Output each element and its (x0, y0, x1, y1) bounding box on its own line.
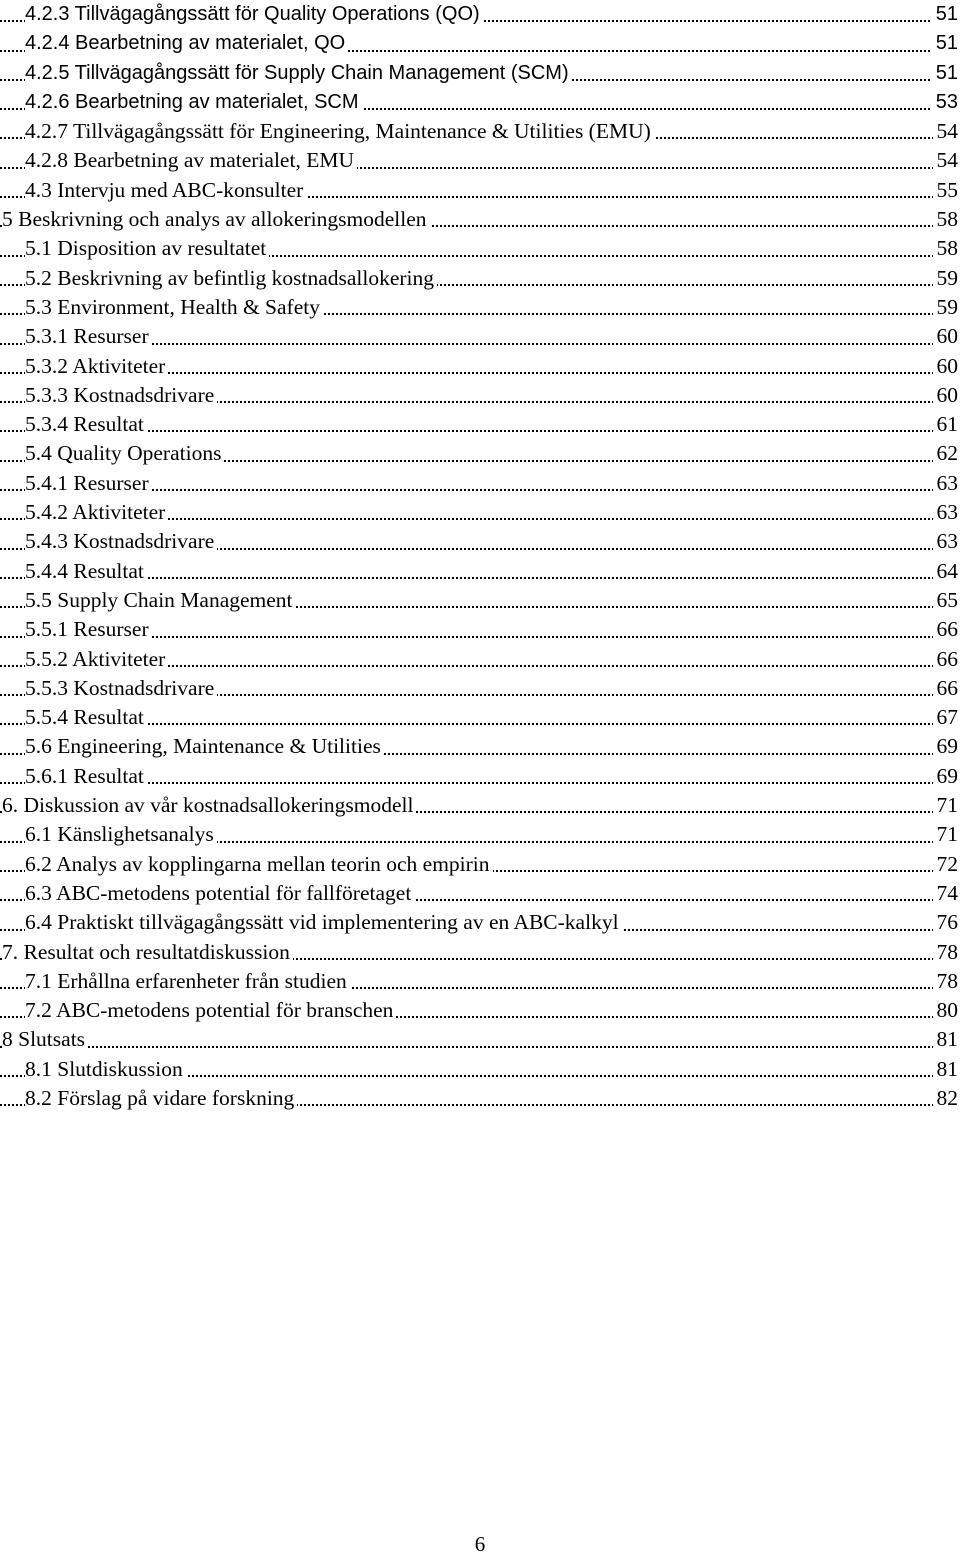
toc-entry-page: 53 (932, 88, 958, 117)
toc-entry[interactable] (0, 146, 958, 175)
toc-entry-label: 5.3.2 Aktiviteter (25, 354, 168, 378)
toc-entry-label: 7. Resultat och resultatdiskussion (2, 940, 293, 964)
toc-entry-label: 7.1 Erhållna erfarenheter från studien (25, 969, 350, 993)
toc-entry-page: 51 (932, 0, 958, 29)
toc-entry-label: 5.4.4 Resultat (25, 559, 147, 583)
toc-entry-page: 59 (933, 293, 959, 322)
toc-entry-page: 61 (933, 410, 959, 439)
toc-entry[interactable] (0, 352, 958, 381)
toc-entry[interactable] (0, 615, 958, 644)
toc-entry-label: 4.3 Intervju med ABC-konsulter (25, 178, 306, 202)
toc-entry[interactable] (0, 527, 958, 556)
toc-entry-page: 55 (933, 176, 959, 205)
toc-entry-label: 5.4.2 Aktiviteter (25, 500, 168, 524)
toc-entry-page: 51 (932, 59, 958, 88)
toc-entry-page: 80 (933, 996, 959, 1025)
toc-entry-label: 5.6.1 Resultat (25, 764, 147, 788)
toc-entry-page: 78 (933, 967, 959, 996)
toc-entry-label: 5.3 Environment, Health & Safety (25, 295, 323, 319)
toc-entry[interactable] (0, 586, 958, 615)
toc-entry-page: 69 (933, 732, 959, 761)
toc-entry-page: 69 (933, 762, 959, 791)
toc-entry[interactable] (0, 0, 958, 29)
toc-entry-label: 5.5.2 Aktiviteter (25, 647, 168, 671)
toc-entry-page: 65 (933, 586, 959, 615)
toc-entry-label: 5.6 Engineering, Maintenance & Utilities (25, 734, 384, 758)
toc-entry[interactable] (0, 264, 958, 293)
toc-entry-label: 4.2.8 Bearbetning av materialet, EMU (25, 148, 357, 172)
toc-entry[interactable] (0, 996, 958, 1025)
toc-entry[interactable] (0, 967, 958, 996)
toc-entry[interactable] (0, 908, 958, 937)
toc-entry-page: 60 (933, 381, 959, 410)
toc-entry-page: 67 (933, 703, 959, 732)
toc-entry-label: 4.2.6 Bearbetning av materialet, SCM (25, 91, 362, 113)
toc-entry[interactable] (0, 469, 958, 498)
toc-entry-page: 60 (933, 322, 959, 351)
toc-entry-page: 74 (933, 879, 959, 908)
toc-entry[interactable] (0, 29, 958, 58)
toc-entry-page: 54 (933, 117, 959, 146)
toc-entry-label: 4.2.3 Tillvägagångssätt för Quality Operations (QO) (25, 3, 483, 25)
toc-entry-label: 5.3.3 Kostnadsdrivare (25, 383, 217, 407)
toc-entry-label: 5.1 Disposition av resultatet (25, 236, 269, 260)
toc-entry[interactable] (0, 645, 958, 674)
toc-entry-page: 66 (933, 645, 959, 674)
toc-entry[interactable] (0, 703, 958, 732)
toc-entry-label: 5.4.3 Kostnadsdrivare (25, 529, 217, 553)
toc-entry[interactable] (0, 381, 958, 410)
toc-entry[interactable] (0, 791, 958, 820)
toc-entry-label: 5.5.4 Resultat (25, 705, 147, 729)
toc-entry[interactable] (0, 762, 958, 791)
toc-entry-page: 71 (933, 820, 959, 849)
toc-entry[interactable] (0, 234, 958, 263)
toc-entry-page: 63 (933, 469, 959, 498)
toc-entry-label: 5.5.1 Resurser (25, 617, 152, 641)
toc-entry-label: 8.1 Slutdiskussion (25, 1057, 186, 1081)
toc-entry-label: 6.2 Analys av kopplingarna mellan teorin och empirin (25, 852, 493, 876)
toc-entry-page: 60 (933, 352, 959, 381)
toc-entry-label: 6.1 Känslighetsanalys (25, 822, 217, 846)
toc-entry-page: 76 (933, 908, 959, 937)
toc-entry[interactable] (0, 410, 958, 439)
toc-entry[interactable] (0, 498, 958, 527)
toc-entry[interactable] (0, 879, 958, 908)
toc-entry-page: 64 (933, 557, 959, 586)
toc-entry[interactable] (0, 850, 958, 879)
toc-entry-page: 66 (933, 615, 959, 644)
toc-entry-label: 5.3.1 Resurser (25, 324, 152, 348)
toc-entry-page: 62 (933, 439, 959, 468)
toc-entry[interactable] (0, 322, 958, 351)
toc-entry[interactable] (0, 117, 958, 146)
toc-entry-page: 81 (933, 1055, 959, 1084)
toc-entry[interactable] (0, 176, 958, 205)
toc-entry-label: 4.2.4 Bearbetning av materialet, QO (25, 32, 348, 54)
toc-entry-label: 5.3.4 Resultat (25, 412, 147, 436)
toc-entry[interactable] (0, 205, 958, 234)
toc-entry-label: 5.5 Supply Chain Management (25, 588, 296, 612)
toc-entry[interactable] (0, 557, 958, 586)
toc-entry-label: 6. Diskussion av vår kostnadsallokeringsmodell (2, 793, 416, 817)
toc-entry-label: 8 Slutsats (2, 1027, 88, 1051)
toc-entry-page: 54 (933, 146, 959, 175)
toc-entry[interactable] (0, 1025, 958, 1054)
toc-entry[interactable] (0, 439, 958, 468)
page-number: 6 (474, 1532, 486, 1556)
toc-entry[interactable] (0, 88, 958, 117)
toc-entry-label: 8.2 Förslag på vidare forskning (25, 1086, 297, 1110)
toc-entry-page: 63 (933, 527, 959, 556)
toc-entry-page: 63 (933, 498, 959, 527)
toc-entry-page: 59 (933, 264, 959, 293)
toc-entry[interactable] (0, 59, 958, 88)
toc-entry-label: 4.2.7 Tillvägagångssätt för Engineering, Maintenance & Utilities (EMU) (25, 119, 654, 143)
toc-entry-page: 72 (933, 850, 959, 879)
toc-entry-label: 5.4.1 Resurser (25, 471, 152, 495)
toc-entry-page: 71 (933, 791, 959, 820)
toc-dot-leader (0, 1046, 958, 1048)
toc-entry[interactable] (0, 293, 958, 322)
toc-entry[interactable] (0, 1055, 958, 1084)
toc-entry-page: 51 (932, 29, 958, 58)
toc-entry[interactable] (0, 938, 958, 967)
toc-entry-page: 66 (933, 674, 959, 703)
toc-entry-label: 5 Beskrivning och analys av allokeringsmodellen (2, 207, 430, 231)
toc-entry[interactable] (0, 674, 958, 703)
toc-entry-page: 58 (933, 205, 959, 234)
toc-entry-label: 5.5.3 Kostnadsdrivare (25, 676, 217, 700)
toc-entry-label: 6.3 ABC-metodens potential för fallföretaget (25, 881, 414, 905)
toc-entry-page: 78 (933, 938, 959, 967)
toc-entry-label: 5.4 Quality Operations (25, 441, 224, 465)
toc-entry[interactable] (0, 732, 958, 761)
toc-entry-label: 5.2 Beskrivning av befintlig kostnadsallokering (25, 266, 437, 290)
toc-entry-page: 82 (933, 1084, 959, 1113)
toc-entry-label: 7.2 ABC-metodens potential för branschen (25, 998, 396, 1022)
toc-entry-label: 4.2.5 Tillvägagångssätt för Supply Chain Management (SCM) (25, 62, 572, 84)
toc-entry[interactable] (0, 820, 958, 849)
toc-entry[interactable] (0, 1084, 958, 1113)
toc-entry-page: 81 (933, 1025, 959, 1054)
toc-entry-page: 58 (933, 234, 959, 263)
toc-entry-label: 6.4 Praktiskt tillvägagångssätt vid implementering av en ABC-kalkyl (25, 910, 622, 934)
